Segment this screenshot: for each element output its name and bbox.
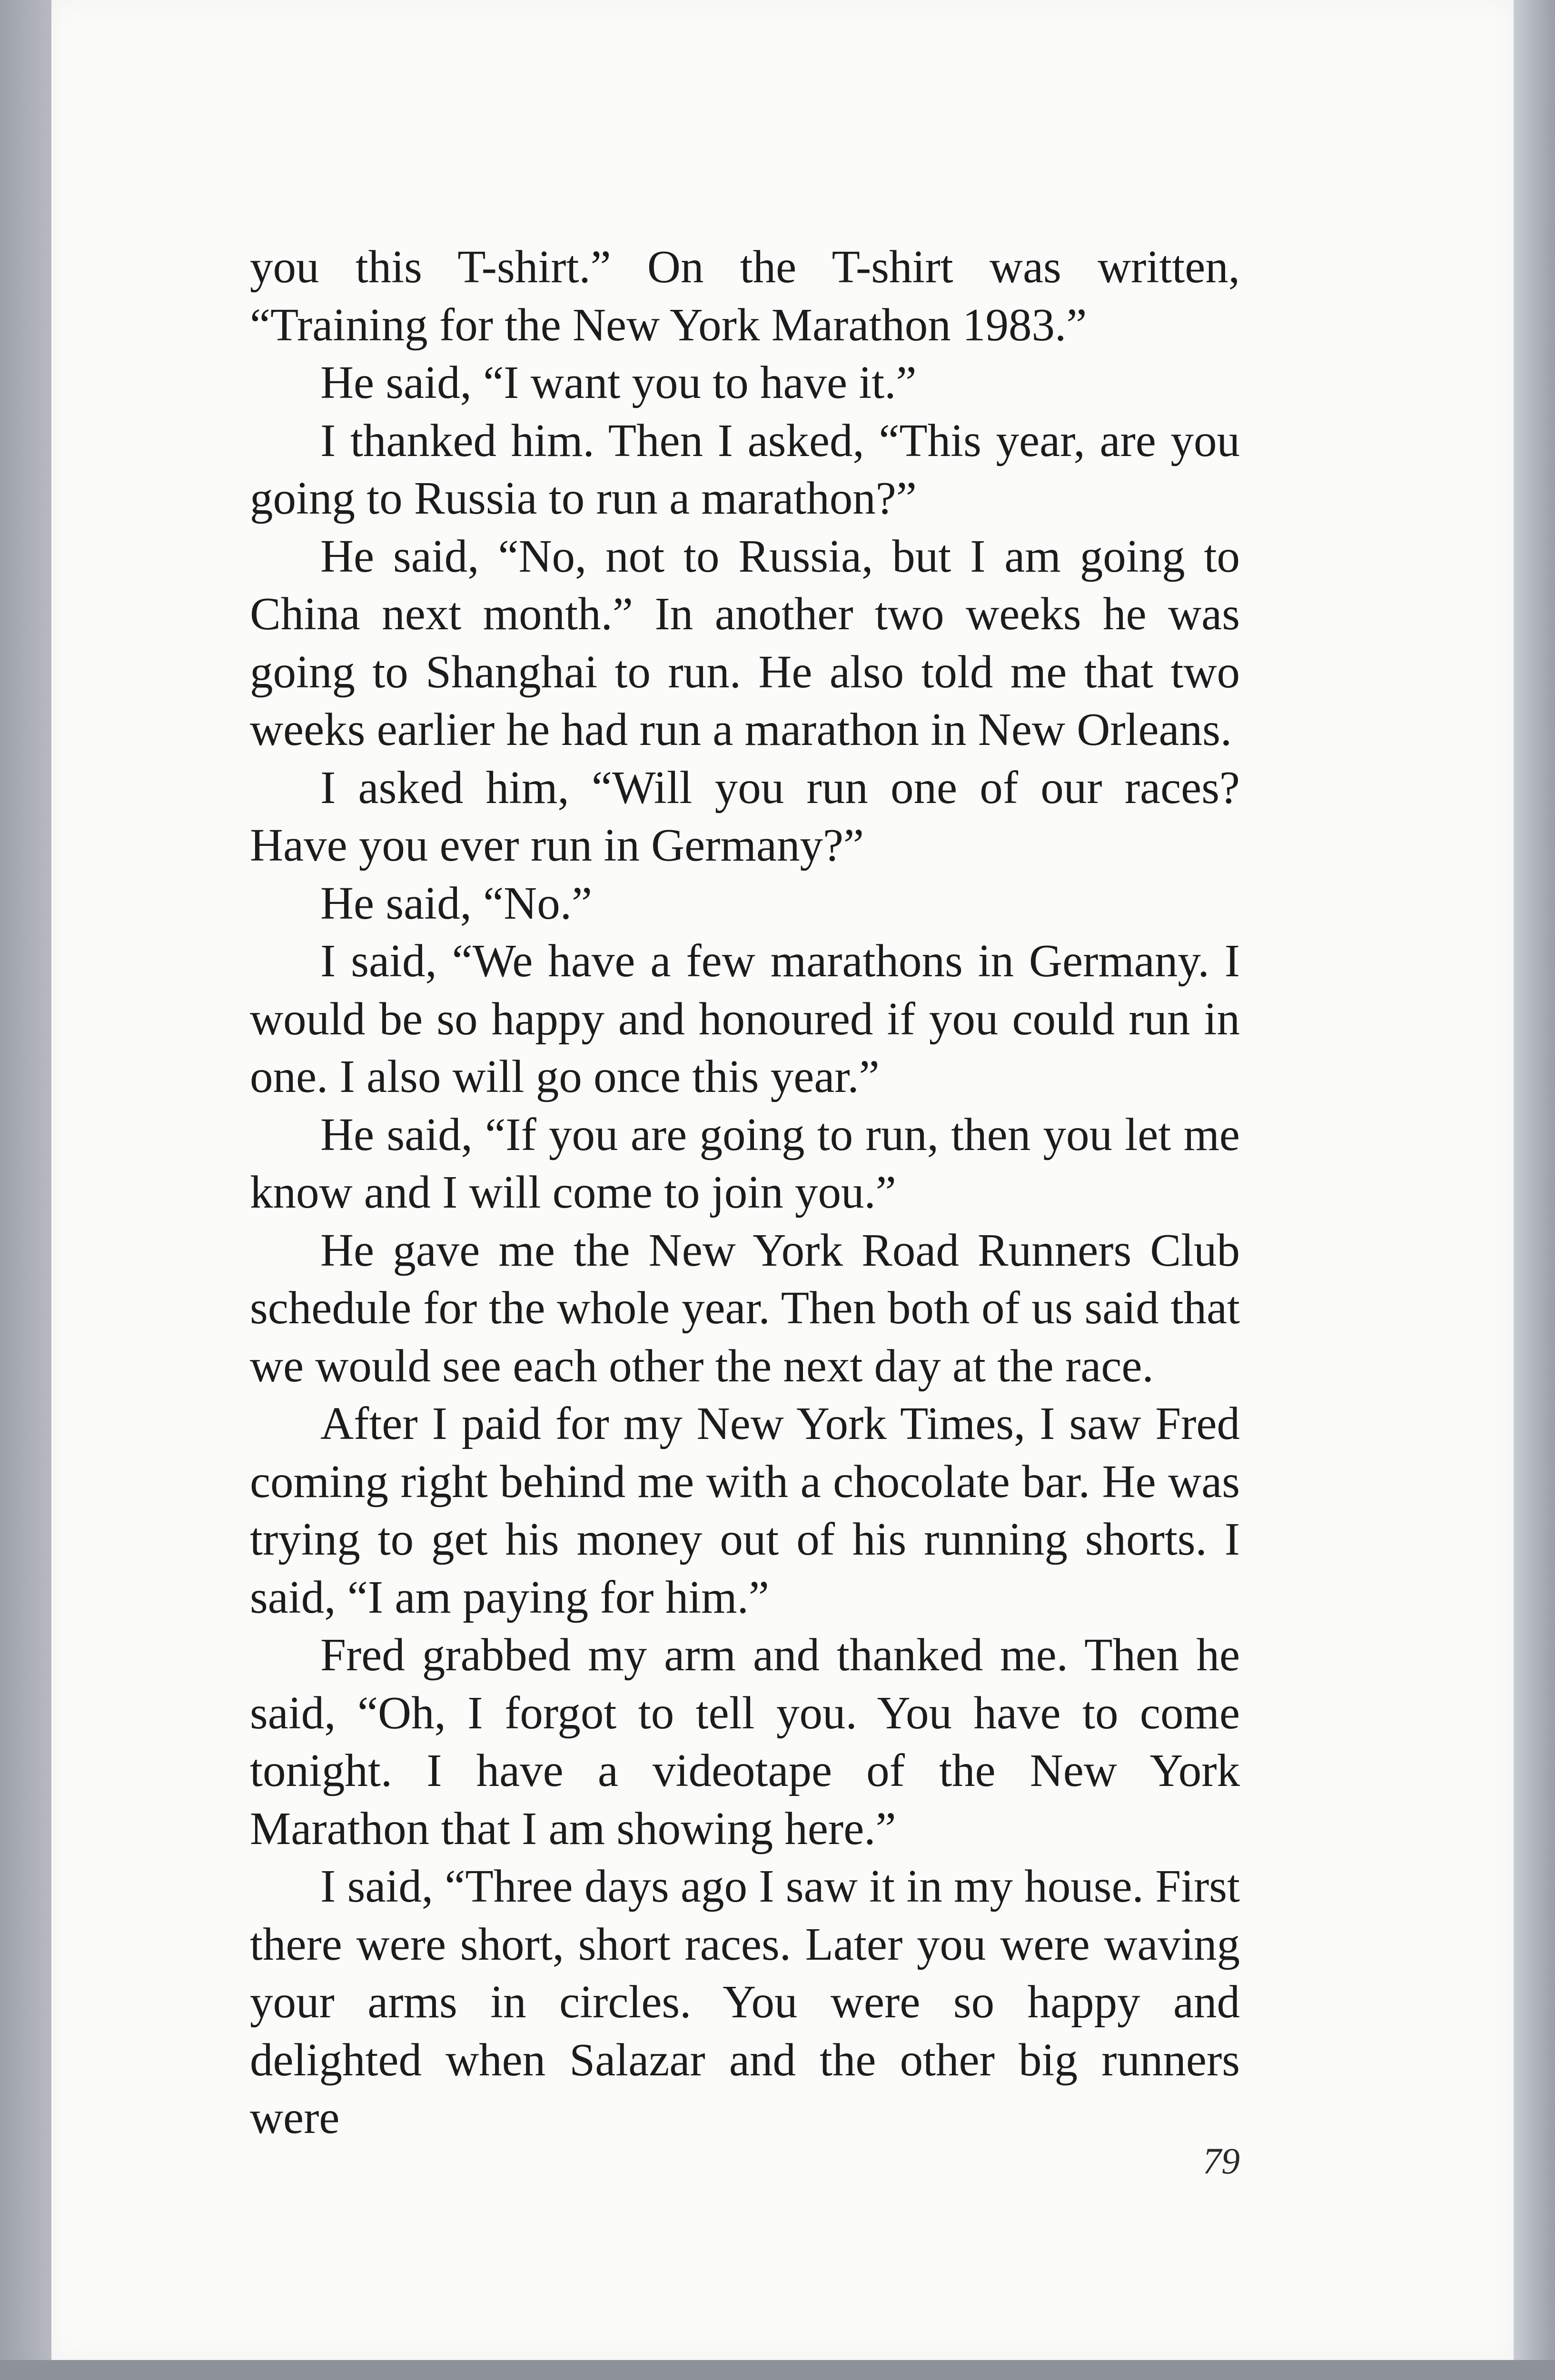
paragraph: Fred grabbed my arm and thanked me. Then he said, “Oh, I forgot to tell you. You have to come tonight. I have a videotape of the New York Marathon that I am showing here.” [250, 1629, 1240, 1854]
paragraph: After I paid for my New York Times, I saw Fred coming right behind me with a chocolate bar. He was trying to get his money out of his running shorts. I said, “I am paying for him.” [250, 1398, 1240, 1623]
paragraph: I said, “We have a few marathons in Germany. I would be so happy and honoured if you could run in one. I also will go once this year.” [250, 935, 1240, 1102]
scan-bottom-edge [0, 2360, 1555, 2380]
paragraph: I asked him, “Will you run one of our races? Have you ever run in Germany?” [250, 762, 1240, 871]
body-text [250, 238, 1240, 2147]
paragraph: He said, “No.” [320, 877, 593, 929]
scan-right-edge [1514, 0, 1555, 2380]
paragraph: I thanked him. Then I asked, “This year, are you going to Russia to run a marathon?” [250, 415, 1240, 524]
paragraph: He gave me the New York Road Runners Club schedule for the whole year. Then both of us said that we would see each other the next day at the race. [250, 1224, 1240, 1391]
paragraph: He said, “If you are going to run, then you let me know and I will come to join you.” [250, 1109, 1240, 1218]
paragraph: He said, “I want you to have it.” [320, 357, 917, 408]
paragraph: He said, “No, not to Russia, but I am going to China next month.” In another two weeks he was going to Shanghai to run. He also told me that two weeks earlier he had run a marathon in New Orleans. [250, 530, 1240, 755]
page-number: 79 [1203, 2140, 1240, 2182]
paragraph: I said, “Three days ago I saw it in my house. First there were short, short races. Later you were waving your arms in circles. You were so happy and delighted when Salazar and the other big runners were [250, 1861, 1240, 2143]
paragraph: you this T-shirt.” On the T-shirt was written, “Training for the New York Marathon 1983.” [250, 241, 1240, 350]
scan-left-edge [0, 0, 51, 2380]
